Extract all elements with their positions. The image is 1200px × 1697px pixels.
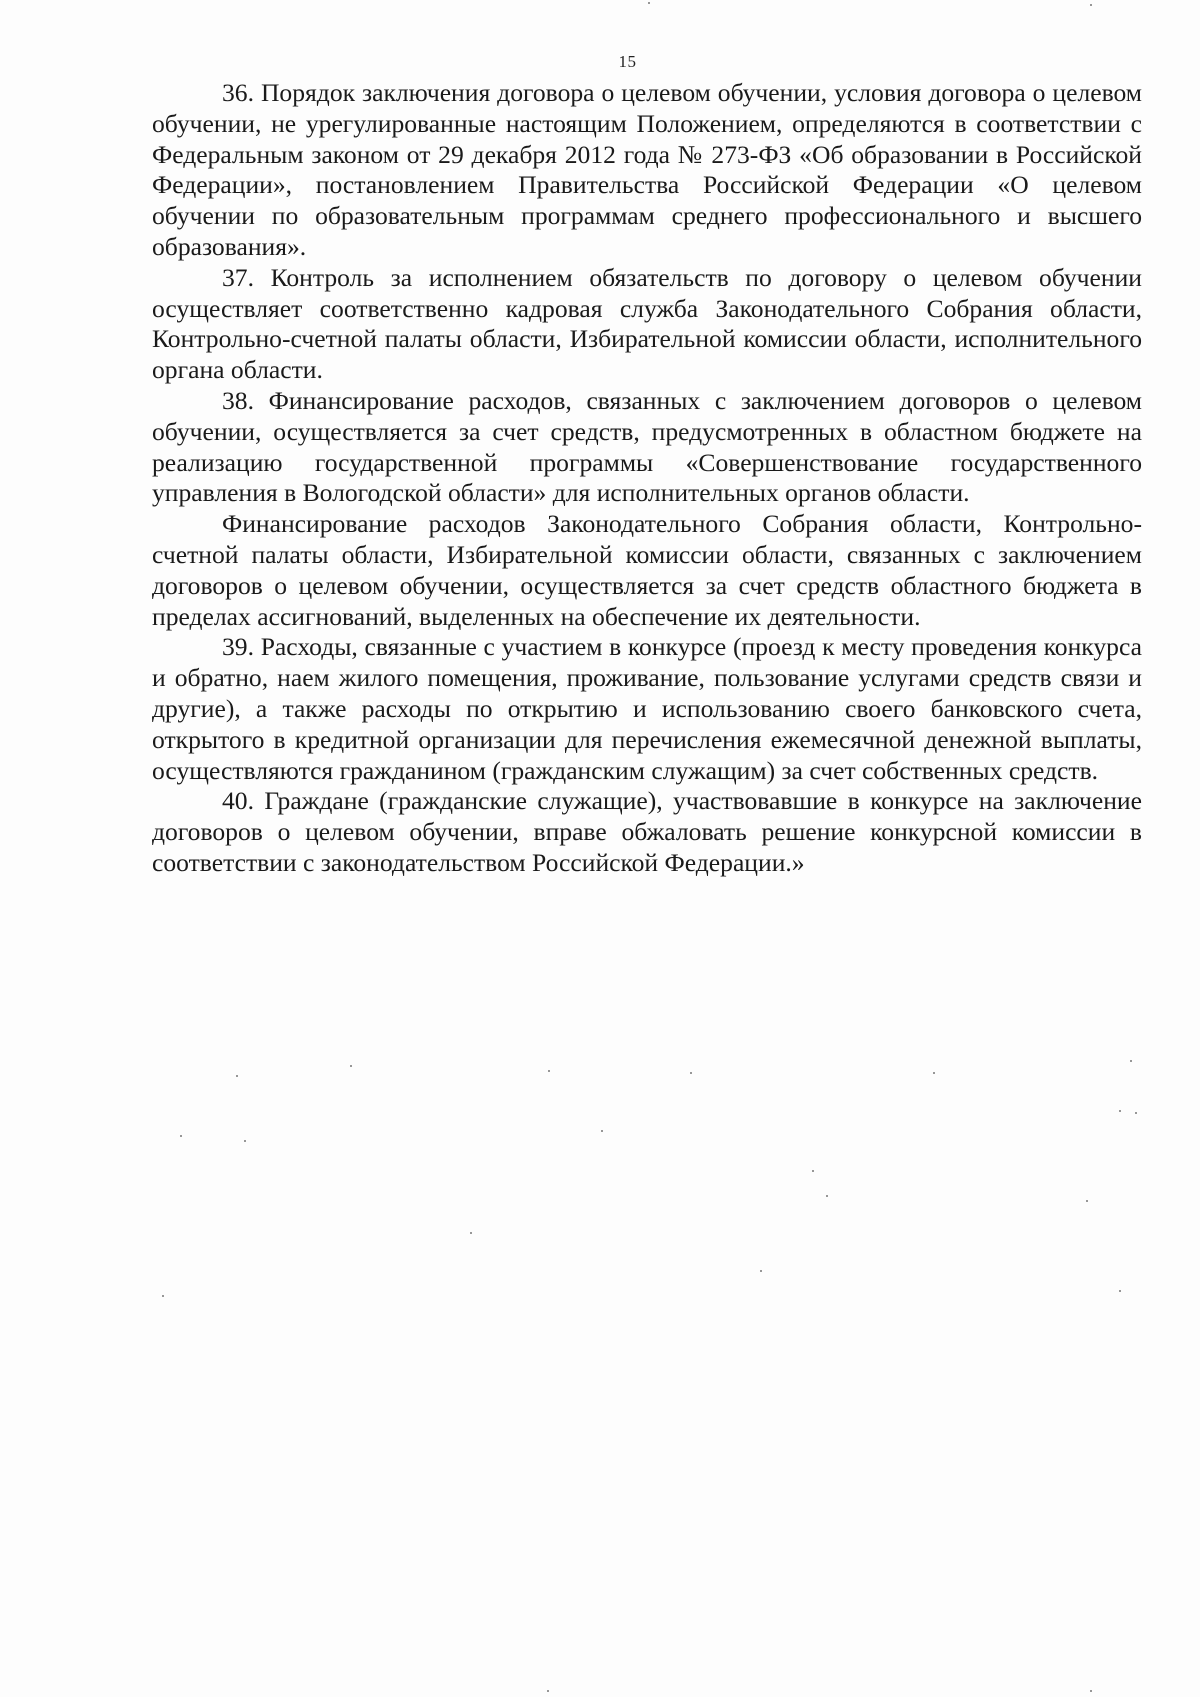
scan-speck <box>162 1295 164 1297</box>
scan-speck <box>648 2 650 4</box>
paragraph-37: 37. Контроль за исполнением обязательств по договору о целевом обучении осуществляет соответственно кадровая служба Законодательного Собрания области, Контрольно-счетной палаты области, Избирательной комиссии области, исполнительного органа области. <box>152 262 1142 385</box>
document-body <box>152 78 1142 879</box>
scan-speck <box>180 1135 182 1137</box>
scan-speck <box>548 1070 550 1072</box>
scan-speck <box>1130 1060 1132 1062</box>
paragraph-40: 40. Граждане (гражданские служащие), участвовавшие в конкурсе на заключение договоров о целевом обучении, вправе обжаловать решение конкурсной комиссии в соответствии с законодательством Российской Федерации.» <box>152 786 1142 877</box>
scan-speck <box>1086 1200 1088 1202</box>
paragraph-38: 38. Финансирование расходов, связанных с заключением договоров о целевом обучении, осуществляется за счет средств, предусмотренных в областном бюджете на реализацию государственной программы «Совершенствование государственного управления в Вологодской области» для исполнительных органов области. <box>152 385 1142 508</box>
scan-speck <box>1135 1112 1137 1114</box>
scan-speck <box>547 1690 549 1692</box>
scan-speck <box>690 1072 692 1074</box>
paragraph-36: 36. Порядок заключения договора о целевом обучении, условия договора о целевом обучении, не урегулированные настоящим Положением, определяются в соответствии с Федеральным законом от 29 декабря 2012 года № 273-ФЗ «Об образовании в Российской Федерации», постановлением Правительства Российской Федерации «О целевом обучении по образовательным программам среднего профессионального и высшего образования». <box>152 78 1142 261</box>
scan-speck <box>760 1270 762 1272</box>
scan-speck <box>933 1072 935 1074</box>
scan-speck <box>812 1170 814 1172</box>
scan-speck <box>236 1075 238 1077</box>
scan-speck <box>244 1140 246 1142</box>
scan-speck <box>350 1065 352 1067</box>
paragraph-39: 39. Расходы, связанные с участием в конкурсе (проезд к месту проведения конкурса и обратно, наем жилого помещения, проживание, пользование услугами средств связи и другие), а также расходы по открытию и использованию своего банковского счета, открытого в кредитной организации для перечисления ежемесячной денежной выплаты, осуществляются гражданином (гражданским служащим) за счет собственных средств. <box>152 632 1142 785</box>
scan-speck <box>1119 1110 1121 1112</box>
scan-speck <box>1119 1290 1121 1292</box>
scan-speck <box>1090 1690 1092 1692</box>
page-number: 15 <box>618 52 637 71</box>
scan-speck <box>601 1130 603 1132</box>
scan-speck <box>1090 4 1092 6</box>
scan-speck <box>470 1232 472 1234</box>
paragraph-38-continuation: Финансирование расходов Законодательного Собрания области, Контрольно-счетной палаты области, Избирательной комиссии области, связанных с заключением договоров о целевом обучении, осуществляется за счет средств областного бюджета в пределах ассигнований, выделенных на обеспечение их деятельности. <box>152 509 1142 631</box>
scan-speck <box>826 1195 828 1197</box>
